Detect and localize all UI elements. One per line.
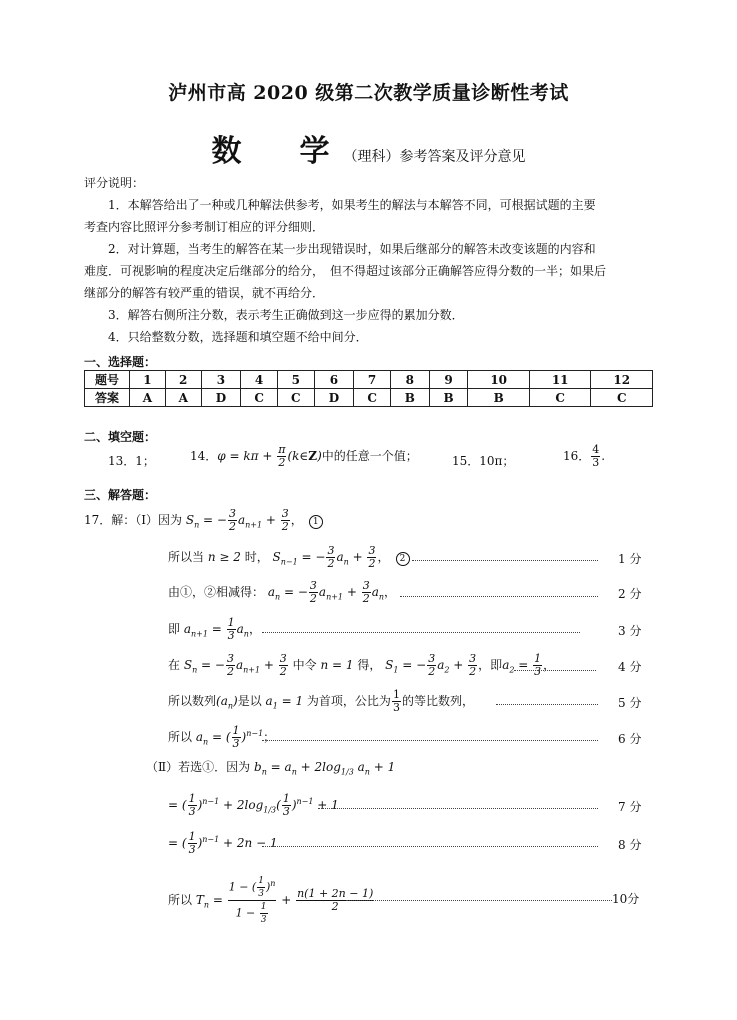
score-8: 8 分 [618, 838, 642, 852]
circle-2-icon: 2 [396, 552, 410, 566]
table-cell: C [591, 389, 653, 407]
table-cell: 5 [277, 371, 314, 389]
table-cell: 3 [201, 371, 241, 389]
table-cell: B [390, 389, 429, 407]
table-cell: 7 [354, 371, 391, 389]
table-cell: 11 [529, 371, 591, 389]
step-5: 所以数列$(a_n)$是以 $a_1 = 1$ 为首项，公比为 $\frac{1}{3}$ 的等比数列， [168, 688, 474, 714]
row-label-question: 题号 [85, 371, 130, 389]
score-4: 4 分 [618, 660, 642, 674]
row-label-answer: 答案 [85, 389, 130, 407]
document-title: 泸州市高 2020 级第二次教学质量诊断性考试 [168, 82, 569, 104]
step-3: 即 $a_{n+1}$ = $\frac{1}{3}$ $a_n$， [168, 616, 261, 642]
score-3: 3 分 [618, 624, 642, 638]
section3-heading: 三、解答题： [84, 488, 157, 502]
instruction-3: 3．解答右侧所注分数，表示考生正确做到这一步应得的累加分数． [108, 308, 464, 322]
table-cell: 2 [165, 371, 201, 389]
answer-table [84, 370, 653, 407]
section2-heading: 二、填空题： [84, 430, 157, 444]
step-10: 所以 $T_n$ = 1 − ( $\frac{1}{3}$ )$^n$ 1 − $\frac{1}{3}$ + $\frac{n(1 + 2n - 1)}{2}$ [168, 876, 374, 925]
answer-15: 15．10π； [452, 454, 515, 468]
subject-label: 数 学 [211, 134, 344, 169]
step-1: 所以当 n ≥ 2 时， $S_{n-1}$ = − $\frac{3}{2}$ $a_n$ + $\frac{3}{2}$ ， 2 [168, 545, 410, 570]
table-cell: B [429, 389, 468, 407]
formula-phi: φ = kπ + $\frac{\pi}{2}$ (k∈Z) [217, 443, 322, 469]
table-cell: 4 [241, 371, 278, 389]
instruction-2b: 难度．可视影响的程度决定后继部分的给分， 但不得超过该部分正确解答应得分数的一半；如果后 [84, 264, 607, 278]
table-cell: C [241, 389, 278, 407]
table-cell: D [314, 389, 354, 407]
answer-16: 16． $\frac{4}{3}$ . [563, 443, 606, 469]
table-cell: B [468, 389, 530, 407]
step-8: = ( $\frac{1}{3}$ )$^{n-1}$ + 2n − 1 [168, 830, 278, 856]
table-cell: 8 [390, 371, 429, 389]
score-2: 2 分 [618, 587, 642, 601]
circle-1-icon: 1 [309, 515, 323, 529]
score-10: 10分 [612, 892, 640, 906]
score-6: 6 分 [618, 732, 642, 746]
document-subtitle [0, 126, 737, 170]
table-cell: A [165, 389, 201, 407]
score-1: 1 分 [618, 552, 642, 566]
subtitle-label: （理科）参考答案及评分意见 [343, 149, 526, 165]
instruction-1b: 考查内容比照评分参考制订相应的评分细则． [84, 220, 325, 234]
table-cell: 1 [130, 371, 166, 389]
table-cell: C [529, 389, 591, 407]
instructions-heading: 评分说明： [84, 176, 145, 190]
answer-13: 13．1； [108, 454, 155, 468]
instruction-2c: 继部分的解答有较严重的错误，就不再给分． [84, 286, 325, 300]
table-cell: C [277, 389, 314, 407]
part2-intro: （Ⅱ）若选①．因为 $b_n = a_n + 2\log_{1/3}$ $a_n + 1$ [146, 760, 396, 777]
section1-heading: 一、选择题： [84, 355, 157, 369]
table-row-numbers [85, 371, 653, 389]
table-cell: 10 [468, 371, 530, 389]
score-5: 5 分 [618, 696, 642, 710]
table-cell: D [201, 389, 241, 407]
instruction-2a: 2．对计算题，当考生的解答在某一步出现错误时，如果后继部分的解答未改变该题的内容和 [108, 242, 596, 256]
table-cell: C [354, 389, 391, 407]
table-cell: 12 [591, 371, 653, 389]
q17-intro: 17．解：（Ⅰ）因为 $S_n$ = − $\frac{3}{2}$ $a_{n+1}$ + $\frac{3}{2}$ ， 1 [84, 508, 323, 533]
step-6: 所以 $a_n$ = ( $\frac{1}{3}$ )$^{n-1}$； [168, 724, 276, 750]
fraction-4-3: $\frac{4}{3}$ [592, 443, 600, 469]
instruction-1a: 1．本解答给出了一种或几种解法供参考，如果考生的解法与本解答不同，可根据试题的主要 [108, 198, 596, 212]
table-row-answers [85, 389, 653, 407]
step-7: = ( $\frac{1}{3}$ )$^{n-1} + 2\log_{1/3}$( $\frac{1}{3}$ )$^{n-1}$ + 1 [168, 792, 339, 818]
step-2: 由①，②相减得： $a_n$ = − $\frac{3}{2}$ $a_{n+1}$ + $\frac{3}{2}$ $a_n$， [168, 579, 397, 605]
score-7: 7 分 [618, 800, 642, 814]
table-cell: 6 [314, 371, 354, 389]
table-cell: 9 [429, 371, 468, 389]
step-4: 在 $S_n$ = − $\frac{3}{2}$ $a_{n+1}$ + $\frac{3}{2}$ 中令 n = 1 得， $S_1$ = − $\frac{3}{2}$ $a_2$ + $\frac{3}{2}$ ，即$a_2$ = $\frac{1}{3}$ ， [168, 652, 556, 678]
answer-14: 14．φ = kπ + $\frac{\pi}{2}$ (k∈Z)中的任意一个值； [190, 443, 418, 469]
table-cell: A [130, 389, 166, 407]
instruction-4: 4．只给整数分数，选择题和填空题不给中间分． [108, 330, 368, 344]
